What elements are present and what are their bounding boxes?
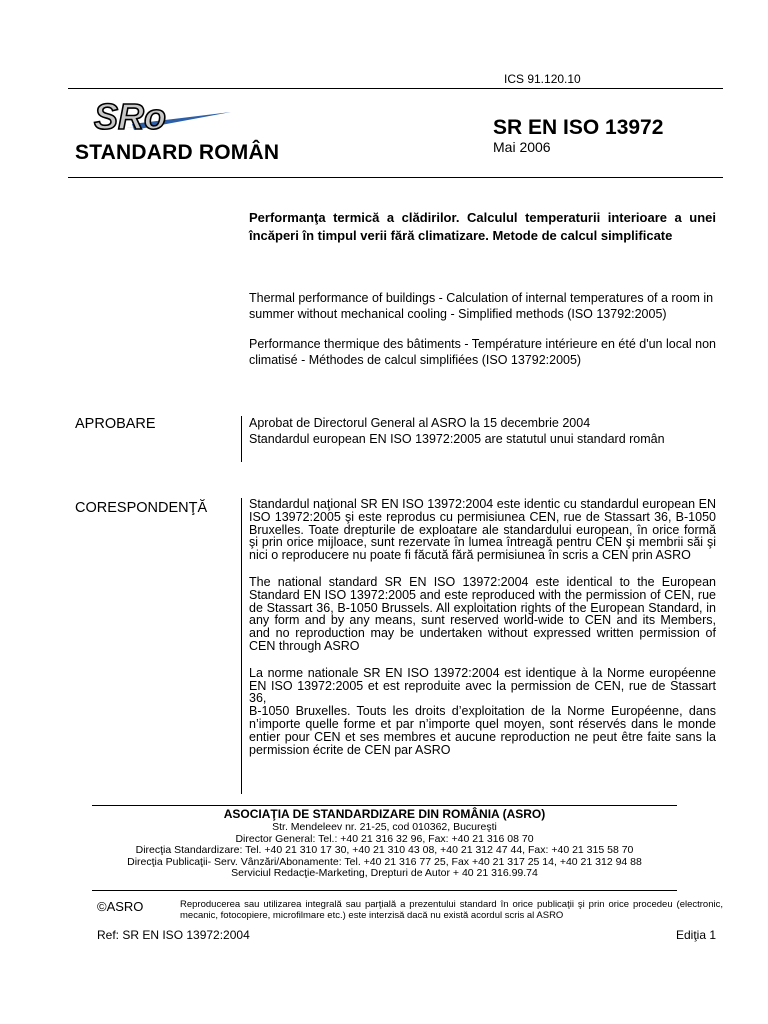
corespondenta-ro: Standardul naţional SR EN ISO 13972:2004 este identic cu standardul european EN ISO 13972:2005 şi este reprodus cu permisiunea CEN, rue de Stassart 36, B-1050 Bruxelles. Toate drepturile de exploatare ale standardului european, în orice formă şi prin orice mijloace, sunt rezervate în lumea întreagă pentru CEN şi membrii săi şi nici o reproducere nu poate fi făcută fără permisiunea în scris a CEN prin ASRO — [249, 497, 716, 563]
corespondenta-text — [249, 498, 716, 770]
standard-code: SR EN ISO 13972 — [493, 116, 664, 139]
corespondenta-fr-1: La norme nationale SR EN ISO 13972:2004 est identique à la Norme européenne EN ISO 13972:2005 et est reproduite avec la permission de CEN, rue de Stassart 36, — [249, 665, 716, 706]
org-address: Str. Mendeleev nr. 21-25, cod 010362, Bucureşti — [272, 821, 497, 833]
aprobare-text — [249, 416, 716, 447]
ics-code: ICS 91.120.10 — [504, 72, 581, 86]
title-french: Performance thermique des bâtiments - Température intérieure en été d'un local non climatisé - Méthodes de calcul simplifiées (ISO 13792:2005) — [249, 337, 716, 367]
sro-logo — [92, 96, 232, 140]
footer-top-rule — [92, 805, 677, 806]
title-english: Thermal performance of buildings - Calculation of internal temperatures of a room in summer without mechanical cooling - Simplified methods (ISO 13792:2005) — [249, 291, 714, 321]
asro-contact-block — [92, 807, 677, 880]
copyright-notice: Reproducerea sau utilizarea integrală sau parţială a prezentului standard în orice publicaţii şi prin orice procedeu (electronic, mecanic, fotocopiere, microfilmare etc.) este interzisă dacă nu există acordul scris al ASRO — [180, 899, 723, 921]
aprobare-line-2: Standardul european EN ISO 13972:2005 are statutul unui standard român — [249, 431, 665, 446]
standard-label: STANDARD ROMÂN — [75, 141, 280, 164]
corespondenta-fr-2: B-1050 Bruxelles. Touts les droits d’exploitation de la Norme Européenne, dans n’importe quelle forme et par n’importe quel moyen, sont réservés dans le monde entier pour CEN et ses membres et aucune reproduction ne peut être faite sans la permission écrite de CEN par ASRO — [249, 704, 716, 757]
logo-text: SRo — [94, 96, 166, 137]
aprobare-label: APROBARE — [75, 416, 156, 432]
reference-code: Ref: SR EN ISO 13972:2004 — [97, 928, 250, 942]
edition-label: Ediţia 1 — [676, 928, 717, 942]
org-name: ASOCIAŢIA DE STANDARDIZARE DIN ROMÂNIA (ASRO) — [223, 807, 546, 821]
aprobare-bar — [241, 416, 242, 462]
standardization-contact: Direcţia Standardizare: Tel. +40 21 310 17 30, +40 21 310 43 08, +40 21 312 47 44, Fax: +40 21 315 58 70 — [135, 844, 634, 857]
header-top-rule — [68, 88, 723, 89]
director-contact: Director General: Tel.: +40 21 316 32 96, Fax: +40 21 316 08 70 — [235, 832, 534, 845]
publication-date: Mai 2006 — [493, 139, 551, 155]
header-bottom-rule — [68, 177, 723, 178]
corespondenta-label: CORESPONDENŢĂ — [75, 500, 208, 516]
copyright-label: ©ASRO — [97, 899, 144, 914]
aprobare-line-1: Aprobat de Directorul General al ASRO la 15 decembrie 2004 — [249, 416, 591, 430]
corespondenta-bar — [241, 498, 242, 794]
footer-bottom-rule — [92, 890, 677, 891]
corespondenta-en: The national standard SR EN ISO 13972:2004 este identical to the European Standard EN ISO 13972:2005 and este reproduced with the permission of CEN, rue de Stassart 36, B-1050 Brussels. All exploitation rights of the European Standard, in any form and by any means, sunt reserved world-wide to CEN and its Members, and no reproduction may be undertaken without expressed written permission of CEN through ASRO — [249, 574, 716, 653]
editorial-contact: Serviciul Redacţie-Marketing, Drepturi de Autor + 40 21 316.99.74 — [231, 867, 538, 880]
title-romanian: Performanţa termică a clădirilor. Calculul temperaturii interioare a unei încăperi în timpul verii fără climatizare. Metode de calcul simplificate — [249, 210, 716, 243]
publications-contact: Direcţia Publicaţii- Serv. Vânzări/Abonamente: Tel. +40 21 316 77 25, Fax +40 21 317 25 14, +40 21 312 94 88 — [127, 855, 642, 868]
